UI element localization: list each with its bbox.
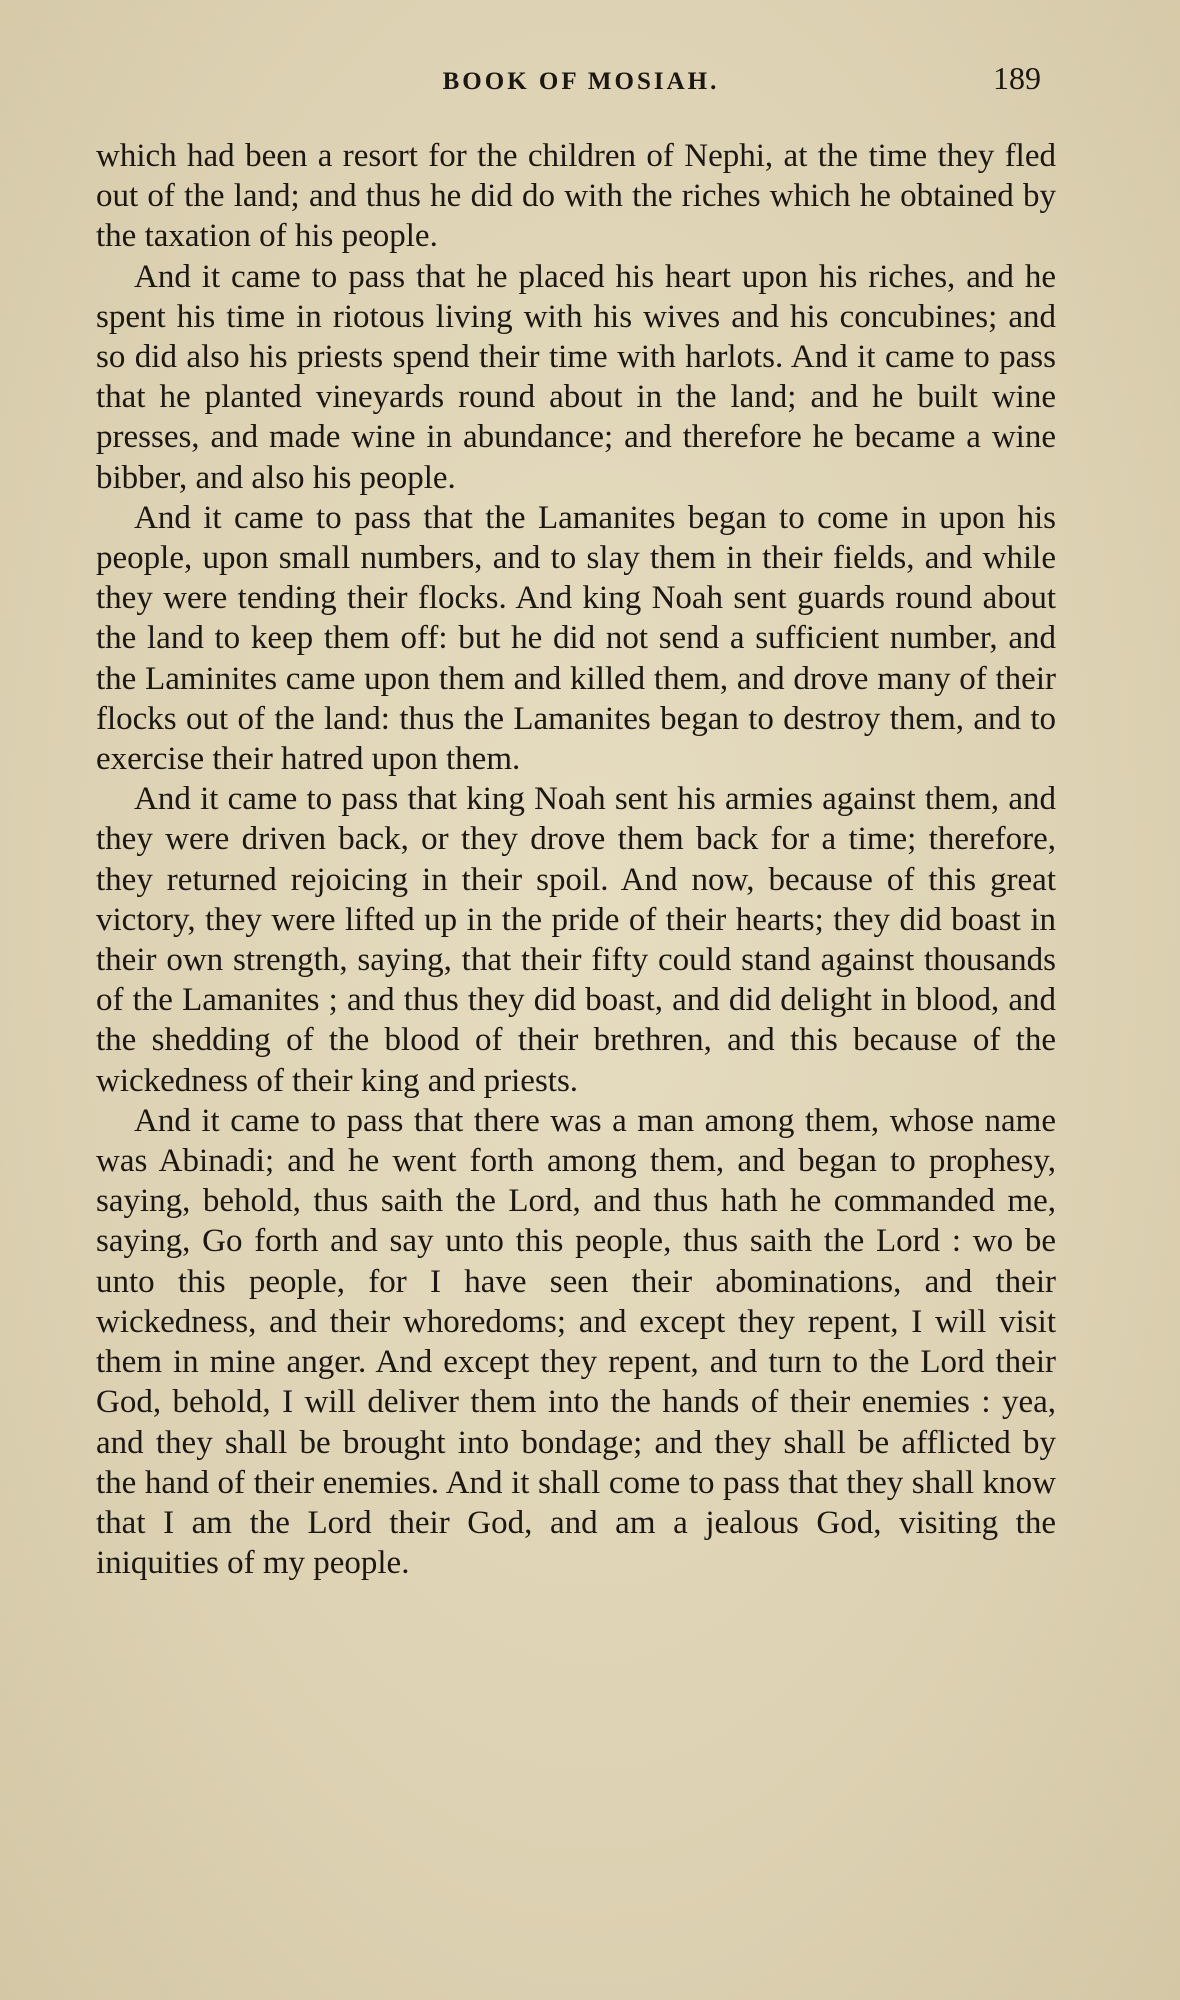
paragraph: And it came to pass that he placed his heart upon his riches, and he spent his time in riotous living with his wives and his concubines; and so did also his priests spend their time with harlots. And it came to pass that he planted vineyards round about in the land; and he built wine presses, and made wine in abundance; and therefore he became a wine bibber, and also his people. (96, 258, 1056, 496)
paragraph: And it came to pass that king Noah sent his armies against them, and they were driven back, or they drove them back for a time; therefore, they returned rejoicing in their spoil. And now, because of this great victory, they were lifted up in the pride of their hearts; they did boast in their own strength, saying, that their fifty could stand against thousands of the Lamanites ; and thus they did boast, and did delight in blood, and the shedding of the blood of their brethren, and this because of the wickedness of their king and priests. (96, 781, 1056, 1099)
body-text (96, 136, 1056, 1583)
page-number: 189 (993, 60, 1041, 96)
page-header (96, 60, 1066, 110)
paragraph: And it came to pass that the Lamanites began to come in upon his people, upon small numbers, and to slay them in their fields, and while they were tending their flocks. And king Noah sent guards round about the land to keep them off: but he did not send a sufficient number, and the Laminites came upon them and killed them, and drove many of their flocks out of the land: thus the Lamanites began to destroy them, and to exercise their hatred upon them. (96, 499, 1056, 778)
paragraph: And it came to pass that there was a man among them, whose name was Abinadi; and he went forth among them, and began to prophesy, saying, behold, thus saith the Lord, and thus hath he commanded me, saying, Go forth and say unto this people, thus saith the Lord : wo be unto this people, for I have seen their abominations, and their wickedness, and their whoredoms; and except they repent, I will visit them in mine anger. And except they repent, and turn to the Lord their God, behold, I will deliver them into the hands of their enemies : yea, and they shall be brought into bondage; and they shall be afflicted by the hand of their enemies. And it shall come to pass that they shall know that I am the Lord their God, and am a jealous God, visiting the iniquities of my people. (96, 1102, 1056, 1582)
paragraph-continued: which had been a resort for the children of Nephi, at the time they fled out of the land; and thus he did do with the riches which he obtained by the taxation of his people. (96, 138, 1056, 255)
running-head: BOOK OF MOSIAH. (442, 68, 720, 95)
